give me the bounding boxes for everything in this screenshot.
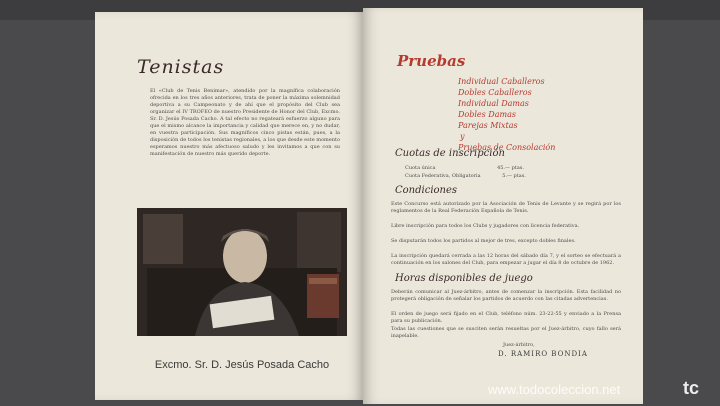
event-item: Dobles Caballeros (458, 88, 532, 97)
events-list (458, 76, 555, 153)
left-title: Tenistas (137, 56, 225, 78)
event-item: Individual Damas (458, 99, 529, 108)
horas-paragraph: Deberán comunicar al Juez-árbitro, antes de comenzar la inscripción. Esta facilidad no protegerá obligación de señalar los partidos de acuerdo con las citadas advertencias. (391, 289, 621, 302)
portrait-image (137, 208, 347, 336)
portrait-photo (137, 208, 347, 336)
watermark-logo-icon: tc (683, 378, 700, 398)
horas-paragraph: El orden de juego será fijado en el Club, teléfono núm. 23-22-55 y enviado a la Prensa para su publicación. (391, 311, 621, 324)
left-page (95, 12, 363, 400)
condiciones-paragraph: Este Concurso está autorizado por la Asociación de Tenis de Levante y se regirá por los reglamentos de la Real Federación Española de Tenis. (391, 201, 621, 214)
condiciones-paragraph: Se disputarán todos los partidos al mejor de tres, excepto dobles finales. (391, 238, 576, 244)
signer-label: Juez-árbitro, (503, 342, 535, 348)
horas-title: Horas disponibles de juego (395, 273, 533, 284)
event-item: Parejas Mixtas (458, 121, 518, 130)
cuotas-title: Cuotas de inscripción (395, 148, 505, 159)
cuota-row (405, 173, 526, 179)
cuota-value: 5.— ptas. (502, 173, 526, 179)
condiciones-paragraph: Libre inscripción para todos los Clubs y jugadores con licencia federativa. (391, 223, 580, 229)
cuota-label: Cuota Federativa, Obligatoria (405, 173, 481, 179)
event-item: y (460, 132, 465, 141)
signer-name: D. RAMIRO BONDIA (498, 350, 588, 358)
event-item: Pruebas de Consolación (458, 143, 556, 152)
cuota-row (405, 165, 524, 171)
watermark-text: www.todocoleccion.net (488, 382, 621, 397)
event-item: Individual Caballeros (458, 77, 545, 86)
horas-paragraph: Todas las cuestiones que se susciten serán resueltas por el Juez-árbitro, cuyo fallo será inapelable. (391, 326, 621, 339)
events-title: Pruebas (397, 52, 466, 70)
cuota-value: 45.— ptas. (497, 165, 524, 171)
condiciones-title: Condiciones (395, 185, 458, 196)
portrait-caption: Excmo. Sr. D. Jesús Posada Cacho (154, 359, 330, 371)
right-page (363, 8, 643, 404)
condiciones-paragraph: La inscripción quedará cerrada a las 12 horas del sábado día 7, y el sorteo se efectuará a continuación en los salones del Club, para empezar a jugar el día 8 de octubre de 1962. (391, 253, 621, 266)
left-paragraph: El «Club de Tenis Benimar», atendido por la magnífica colaboración ofrecida en los tres años anteriores, trata de poner la máxima solemnidad deportiva a su Campeonato y de ahí que el propósito del Club sea organizar el IV TROFEO de nuestro Presidente de Honor del Club, Excmo. Sr. D. Jesús Posada Cacho. A tal efecto no regateará esfuerzo alguno para que el mismo alcance la importancia y calidad que merece en, y no dudar, en vuestra participación. Sus magníficos cinco pistas están, pues, a la disposición de todos los tenistas regionales, a los que desde este momento esperamos nuestro más afectuoso saludo y les invitamos a que con su manifestación de nuestro más querido deporte. (150, 88, 340, 157)
event-item: Dobles Damas (458, 110, 516, 119)
cuota-label: Cuota única (405, 165, 436, 171)
